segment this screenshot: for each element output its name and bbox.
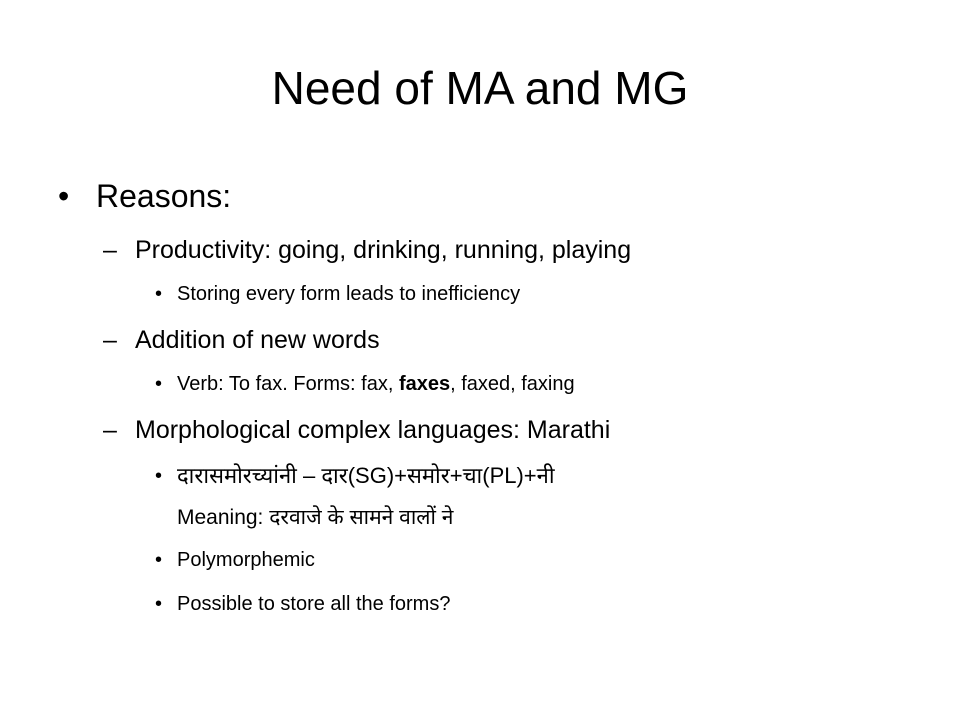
verb-prefix: Verb: To fax. Forms: fax, (177, 373, 399, 395)
productivity-text: Productivity: going, drinking, running, playing (135, 236, 632, 264)
bullet-dot: • (58, 178, 70, 214)
bullet-dot: • (155, 283, 163, 305)
bullet-dot: • (155, 593, 163, 615)
storing-text: Storing every form leads to inefficiency (177, 283, 521, 305)
polymorphemic-text: Polymorphemic (177, 549, 315, 571)
bullet-dot: • (155, 373, 163, 395)
marathi-text: दारासमोरच्यांनी – दार(SG)+समोर+चा(PL)+नी (177, 463, 555, 488)
reasons-text: Reasons: (96, 178, 232, 214)
dash-marker: – (103, 326, 117, 354)
bullet-dot: • (155, 465, 163, 487)
meaning-text: Meaning: दरवाजे के सामने वालों ने (177, 506, 454, 529)
dash-marker: – (103, 416, 117, 444)
possible-text: Possible to store all the forms? (177, 593, 451, 615)
verb-bold: faxes (398, 373, 451, 395)
morph-text: Morphological complex languages: Marathi (135, 416, 611, 444)
slide-title: Need of MA and MG (271, 62, 689, 114)
bullet-dot: • (155, 549, 163, 571)
addition-text: Addition of new words (135, 326, 380, 354)
verb-text (177, 370, 575, 398)
meaning-line (177, 504, 453, 532)
verb-suffix: , faxed, faxing (450, 373, 575, 395)
dash-marker: – (103, 236, 117, 264)
